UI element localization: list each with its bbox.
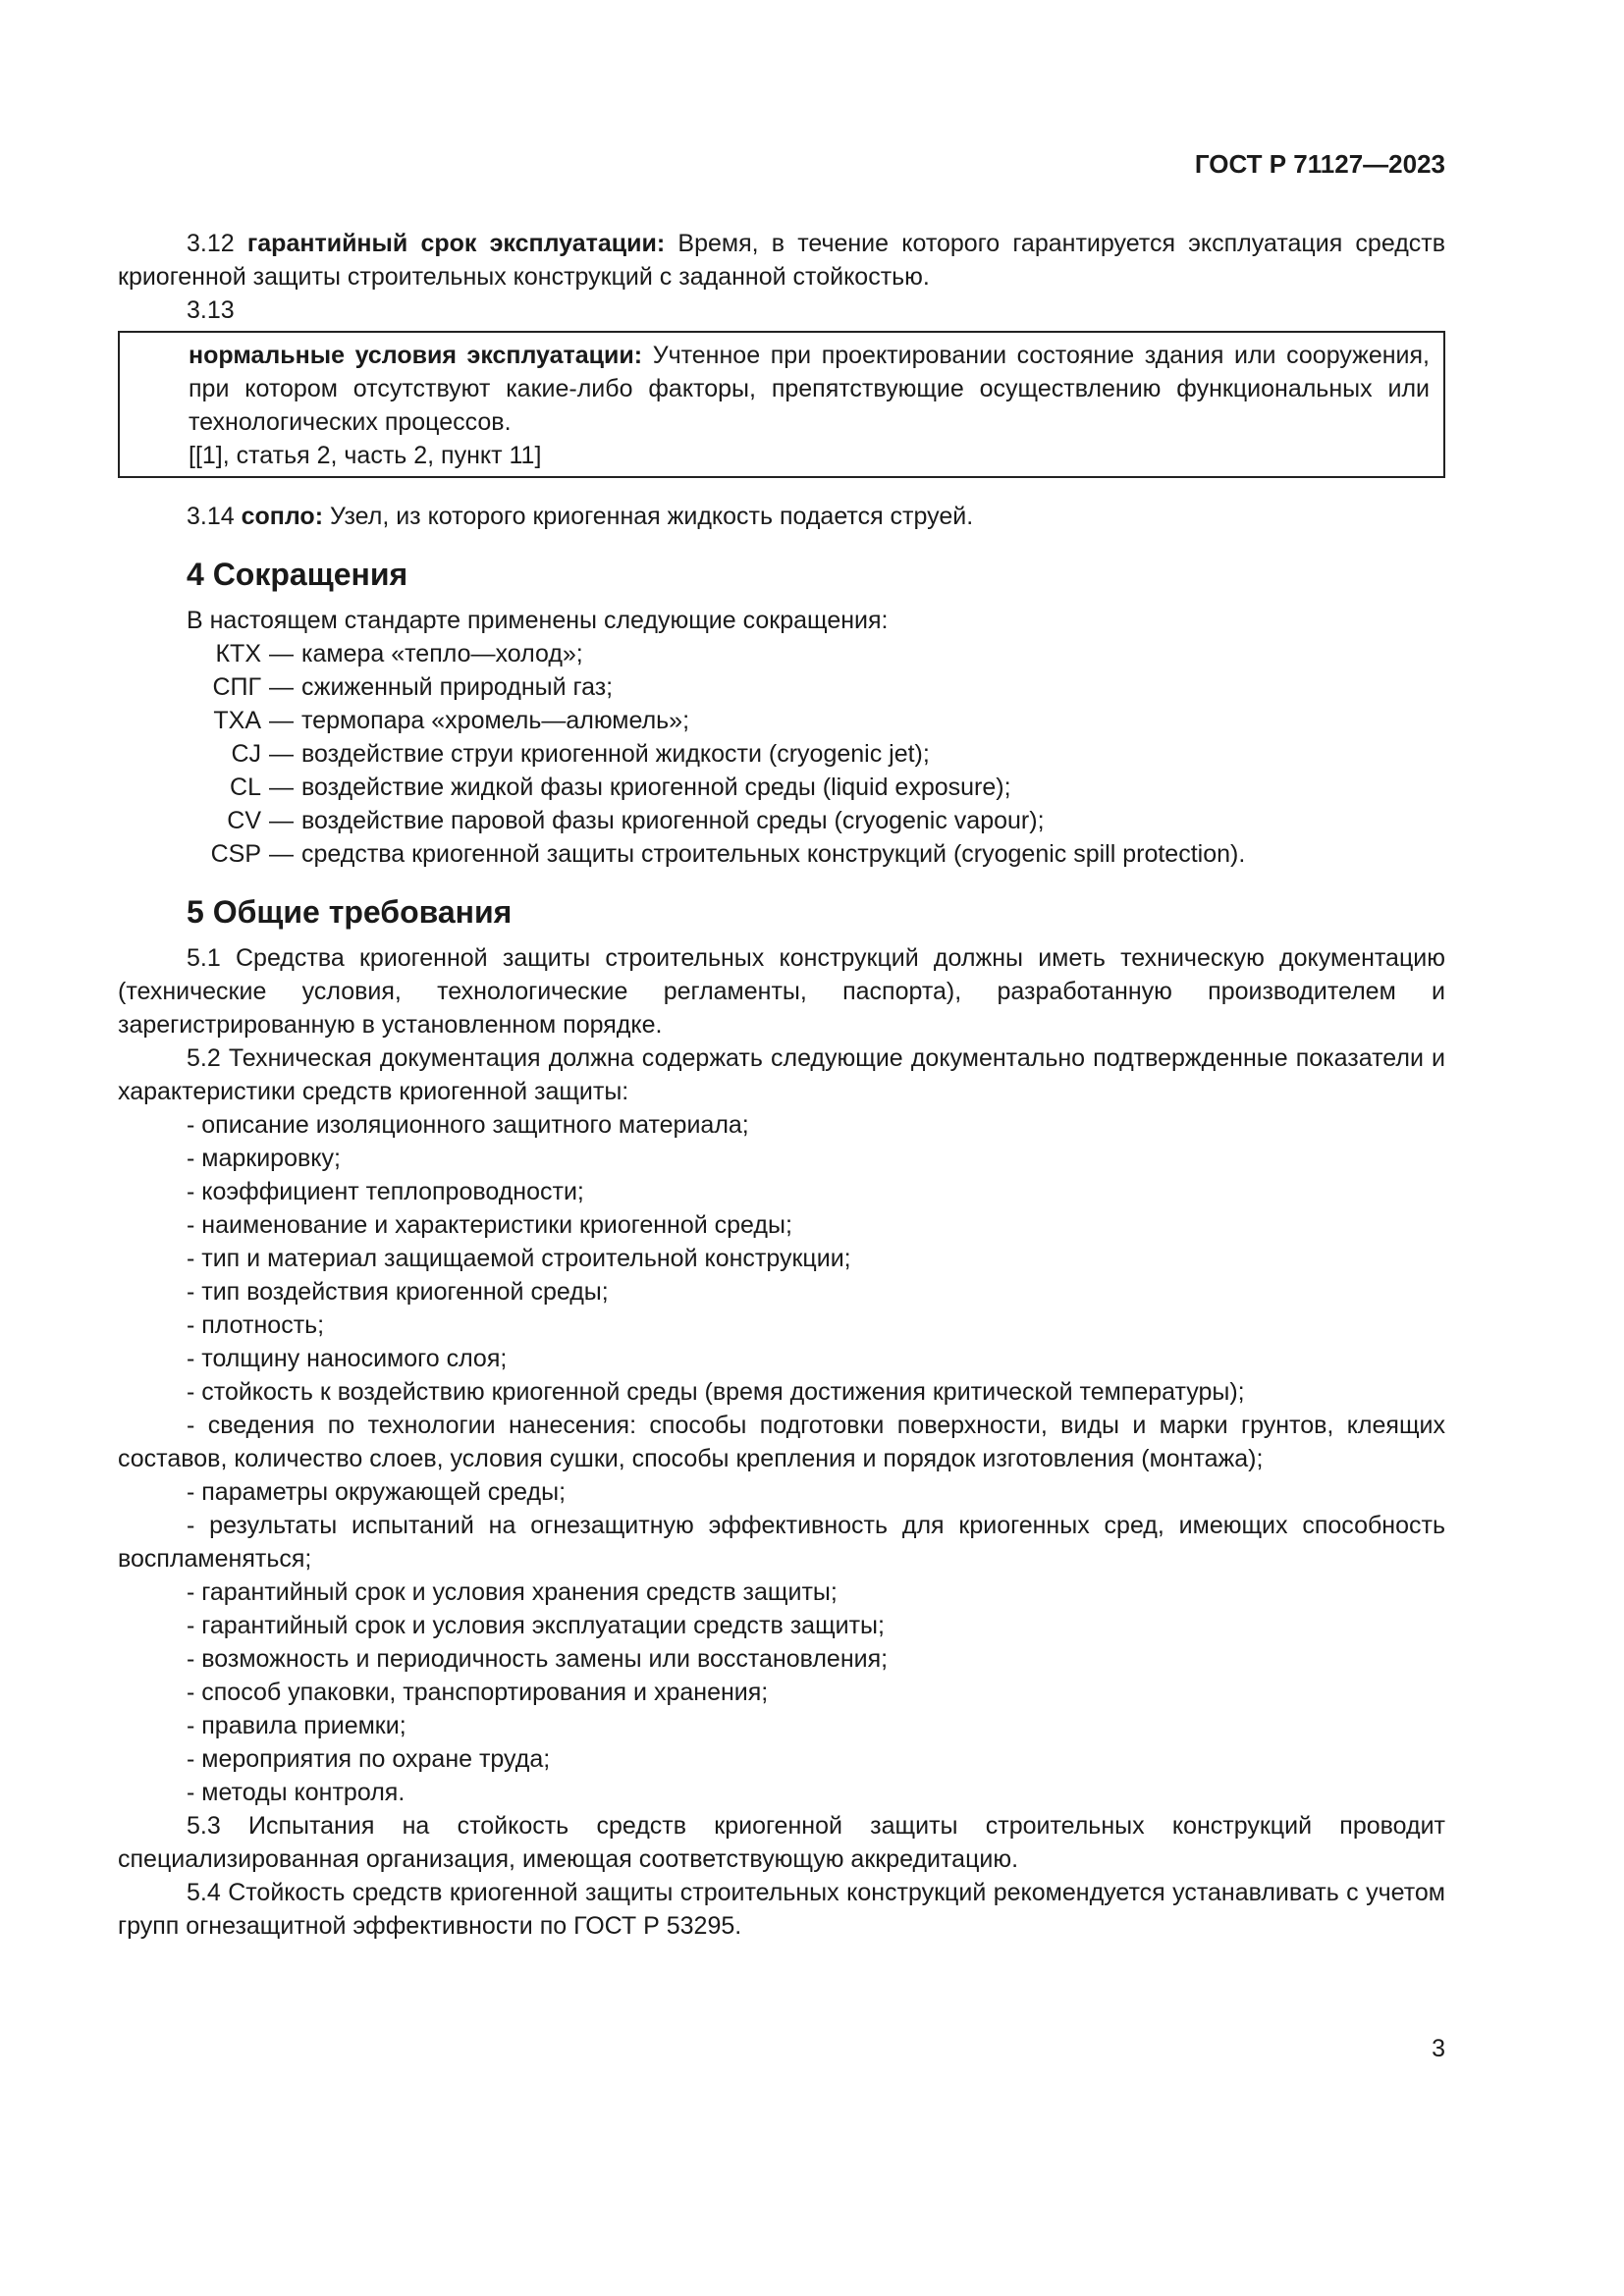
abbreviation-item: ТХА — термопара «хромель—алюмель»; xyxy=(118,704,1445,737)
abbreviation-code: CL xyxy=(230,774,261,801)
boxed-definition xyxy=(118,331,1445,478)
list-item: - стойкость к воздействию криогенной среды (время достижения критической температуры); xyxy=(187,1378,1245,1406)
clause-number: 3.12 xyxy=(187,230,247,257)
abbreviation-item: КТХ — камера «тепло—холод»; xyxy=(118,637,1445,670)
term: сопло: xyxy=(241,503,324,530)
requirements-list xyxy=(118,1108,1445,1809)
list-item: - параметры окружающей среды; xyxy=(187,1478,567,1506)
abbreviation-item: CJ — воздействие струи криогенной жидкости (cryogenic jet); xyxy=(118,737,1445,771)
abbreviation-item: СПГ — сжиженный природный газ; xyxy=(118,670,1445,704)
abbreviation-text: воздействие паровой фазы криогенной среды (cryogenic vapour); xyxy=(301,807,1045,834)
abbreviation-code: КТХ xyxy=(215,640,261,667)
abbreviation-list xyxy=(118,637,1445,871)
list-item: - результаты испытаний на огнезащитную эффективность для криогенных сред, имеющих способность воспламеняться; xyxy=(118,1512,1445,1573)
clause-3-13-number: 3.13 xyxy=(187,296,235,324)
abbreviation-text: сжиженный природный газ; xyxy=(301,673,614,701)
standard-header: ГОСТ Р 71127—2023 xyxy=(1194,149,1445,179)
term: нормальные условия эксплуатации: xyxy=(189,342,643,369)
term: гарантийный срок эксплуатации: xyxy=(246,230,666,257)
abbreviation-code: CJ xyxy=(231,740,261,768)
abbreviation-code: CSP xyxy=(210,840,261,868)
list-item: - правила приемки; xyxy=(187,1712,406,1739)
abbreviation-text: средства криогенной защиты строительных конструкций (cryogenic spill protection). xyxy=(301,840,1246,868)
list-item: - плотность; xyxy=(187,1311,325,1339)
list-item: - гарантийный срок и условия хранения средств защиты; xyxy=(187,1578,838,1606)
list-item: - гарантийный срок и условия эксплуатации средств защиты; xyxy=(187,1612,885,1639)
list-item: - возможность и периодичность замены или восстановления; xyxy=(187,1645,889,1673)
list-item: - сведения по технологии нанесения: способы подготовки поверхности, виды и марки грунтов, клеящих составов, количество слоев, условия сушки, способы крепления и порядок изготовления (монтажа); xyxy=(118,1412,1445,1472)
abbreviation-text: воздействие жидкой фазы криогенной среды (liquid exposure); xyxy=(301,774,1011,801)
list-item: - мероприятия по охране труда; xyxy=(187,1745,551,1773)
abbreviation-code: СПГ xyxy=(212,673,261,701)
abbreviation-code: ТХА xyxy=(213,707,261,734)
clause-5-1: 5.1 Средства криогенной защиты строительных конструкций должны иметь техническую документацию (технические условия, технологические регламенты, паспорта), разработанную производителем и зарегистрированную в установленном порядке. xyxy=(118,944,1445,1039)
definition: Учтенное при проектировании состояние здания или сооружения, при котором отсутствуют какие-либо факторы, препятствующие осуществлению функциональных или технологических процессов. xyxy=(189,342,1430,436)
list-item: - наименование и характеристики криогенной среды; xyxy=(187,1211,792,1239)
list-item: - методы контроля. xyxy=(187,1779,406,1806)
list-item: - тип и материал защищаемой строительной конструкции; xyxy=(187,1245,851,1272)
clause-3-12 xyxy=(118,227,1445,294)
list-item: - описание изоляционного защитного материала; xyxy=(187,1111,749,1139)
abbreviation-text: камера «тепло—холод»; xyxy=(301,640,583,667)
document-body xyxy=(118,227,1445,1943)
list-item: - коэффициент теплопроводности; xyxy=(187,1178,584,1205)
section-5-title: 5 Общие требования xyxy=(187,894,513,930)
clause-3-14 xyxy=(118,500,1445,533)
section-4-intro: В настоящем стандарте применены следующие сокращения: xyxy=(187,607,889,634)
abbreviation-item: CSP — средства криогенной защиты строительных конструкций (cryogenic spill protection). xyxy=(118,837,1445,871)
clause-5-2: 5.2 Техническая документация должна содержать следующие документально подтвержденные показатели и характеристики средств криогенной защиты: xyxy=(118,1044,1445,1105)
clause-5-4: 5.4 Стойкость средств криогенной защиты строительных конструкций рекомендуется устанавливать с учетом групп огнезащитной эффективности по ГОСТ Р 53295. xyxy=(118,1879,1445,1940)
source-reference: [[1], статья 2, часть 2, пункт 11] xyxy=(189,442,542,469)
clause-5-3: 5.3 Испытания на стойкость средств криогенной защиты строительных конструкций проводит специализированная организация, имеющая соответствующую аккредитацию. xyxy=(118,1812,1445,1873)
clause-3-13 xyxy=(189,339,1430,439)
section-4-title: 4 Сокращения xyxy=(187,557,408,592)
list-item: - толщину наносимого слоя; xyxy=(187,1345,508,1372)
definition: Узел, из которого криогенная жидкость подается струей. xyxy=(323,503,974,530)
abbreviation-item: CL — воздействие жидкой фазы криогенной среды (liquid exposure); xyxy=(118,771,1445,804)
list-item: - маркировку; xyxy=(187,1145,341,1172)
page-number: 3 xyxy=(1432,2035,1445,2062)
definition: Время, в течение которого гарантируется эксплуатация средств криогенной защиты строительных конструкций с заданной стойкостью. xyxy=(118,230,1446,291)
clause-number: 3.14 xyxy=(187,503,242,530)
abbreviation-text: воздействие струи криогенной жидкости (cryogenic jet); xyxy=(301,740,930,768)
list-item: - способ упаковки, транспортирования и хранения; xyxy=(187,1679,769,1706)
abbreviation-code: CV xyxy=(227,807,261,834)
abbreviation-text: термопара «хромель—алюмель»; xyxy=(301,707,690,734)
list-item: - тип воздействия криогенной среды; xyxy=(187,1278,609,1306)
abbreviation-item: CV — воздействие паровой фазы криогенной среды (cryogenic vapour); xyxy=(118,804,1445,837)
